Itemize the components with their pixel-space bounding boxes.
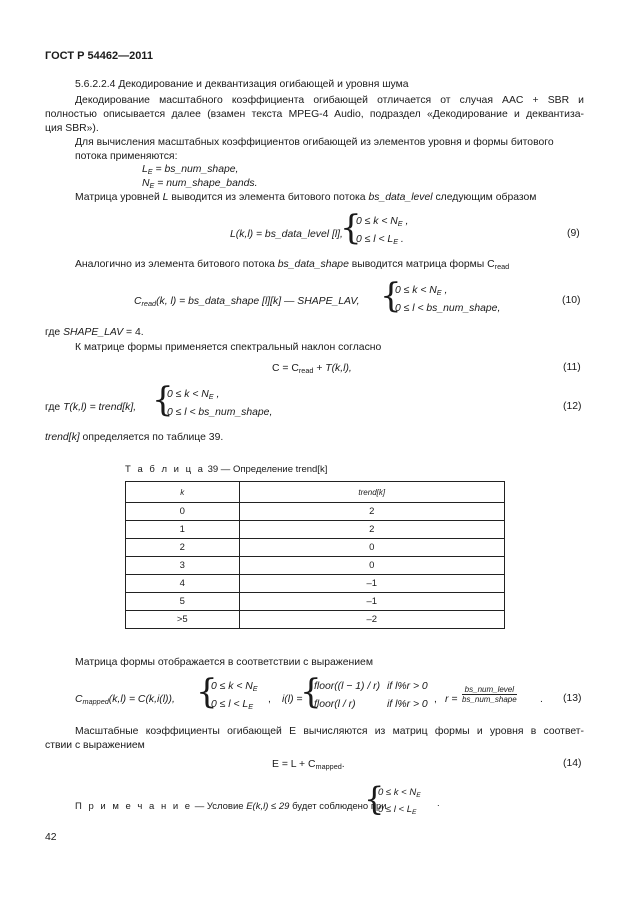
table-caption: Т а б л и ц а 39 — Определение trend[k] bbox=[125, 464, 328, 475]
paragraph-line: потока применяются: bbox=[75, 151, 178, 162]
brace: { bbox=[196, 672, 218, 712]
equation-10-cond1: $0 \le k < N_E$ , bbox=[395, 285, 448, 297]
table-cell: –1 bbox=[239, 575, 504, 593]
table-cell: 2 bbox=[239, 521, 504, 539]
equation-13-lhs: $C_{mapped}(k,l) = C(k,i(l))$, bbox=[75, 694, 175, 706]
table-row bbox=[126, 557, 505, 575]
equation-13-floor1: floor((l − 1) / r) bbox=[314, 681, 381, 692]
equation-number: (13) bbox=[563, 693, 582, 704]
paragraph-line: Масштабные коэффициенты огибающей E вычисляются из матриц формы и уровня в соответ- bbox=[75, 726, 584, 737]
equation-9-lhs: L(k,l) = bs_data_level [l], bbox=[230, 229, 343, 240]
table-cell: 4 bbox=[126, 575, 240, 593]
section-title: 5.6.2.2.4 Декодирование и деквантизация огибающей и уровня шума bbox=[75, 79, 409, 90]
equation-13-floor2-cond: if l%r > 0 bbox=[387, 699, 428, 710]
brace: { bbox=[300, 672, 322, 712]
equation-12-cond1: $0 \le k < N_E$ , bbox=[167, 389, 220, 401]
paragraph-line: Декодирование масштабного коэффициента огибающей отличается от случая AAC + SBR и bbox=[75, 95, 584, 106]
table-row bbox=[126, 503, 505, 521]
table-row bbox=[126, 539, 505, 557]
note-cond1: $0 \le k < N_E$ bbox=[378, 787, 421, 799]
equation-13-floor1-cond: if l%r > 0 bbox=[387, 681, 428, 692]
table-39 bbox=[125, 481, 505, 629]
document-header: ГОСТ Р 54462—2011 bbox=[45, 50, 153, 62]
brace: { bbox=[340, 208, 362, 248]
trend-note: trend[k] определяется по таблице 39. bbox=[45, 432, 224, 443]
table-row bbox=[126, 575, 505, 593]
paragraph-line: полностью описывается далее (взамен текста MPEG-4 Audio, подраздел «Декодирование и деквантиза- bbox=[45, 109, 584, 120]
equation-number: (14) bbox=[563, 758, 582, 769]
table-header-trend: trend[k] bbox=[239, 482, 504, 503]
equation-13-comma: , bbox=[268, 694, 271, 705]
equation-13-cond1: $0 \le k < N_E$ bbox=[211, 681, 258, 693]
paragraph-line: Для вычисления масштабных коэффициентов огибающей из элементов уровня и формы битового bbox=[75, 137, 554, 148]
table-cell: >5 bbox=[126, 611, 240, 629]
table-cell: 0 bbox=[126, 503, 240, 521]
paragraph-line: ция SBR»). bbox=[45, 123, 99, 134]
table-header-k: k bbox=[126, 482, 240, 503]
equation-14: $E = L + C_{mapped}$. bbox=[272, 759, 345, 771]
equation-number: (12) bbox=[563, 401, 582, 412]
paragraph-mapping: Матрица формы отображается в соответствии с выражением bbox=[75, 657, 373, 668]
equation-12-cond2: 0 ≤ l < bs_num_shape, bbox=[167, 407, 273, 418]
table-cell: 0 bbox=[239, 557, 504, 575]
equation-13-comma: , bbox=[434, 694, 437, 705]
equation-11: $C = C_{read} + T(k,l)$, bbox=[272, 363, 352, 375]
page-number: 42 bbox=[45, 832, 57, 843]
equation-13-i-lhs: i(l) = bbox=[282, 694, 303, 705]
equation-13-floor2: floor(l / r) bbox=[314, 699, 356, 710]
paragraph-level-matrix: Матрица уровней L выводится из элемента битового потока bs_data_level следующим образом bbox=[75, 192, 537, 203]
equation-13-fraction bbox=[462, 685, 517, 704]
table-cell: 0 bbox=[239, 539, 504, 557]
equation-number: (9) bbox=[567, 228, 580, 239]
note-dot: . bbox=[437, 798, 440, 809]
definition-le: $L_E$ = bs_num_shape, bbox=[142, 164, 239, 176]
note: П р и м е ч а н и е — Условие E(k,l) ≤ 29 будет соблюдено при bbox=[75, 801, 387, 812]
fraction-numerator: bs_num_level bbox=[462, 685, 517, 695]
equation-13-dot: . bbox=[540, 694, 543, 705]
table-cell: 2 bbox=[239, 503, 504, 521]
brace: { bbox=[364, 780, 385, 818]
paragraph-tilt: К матрице формы применяется спектральный наклон согласно bbox=[75, 342, 382, 353]
table-cell: 3 bbox=[126, 557, 240, 575]
equation-10-cond2: 0 ≤ l < bs_num_shape, bbox=[395, 303, 501, 314]
table-row bbox=[126, 611, 505, 629]
equation-number: (10) bbox=[562, 295, 581, 306]
equation-9-cond2: $0 \le l < L_E$ . bbox=[356, 234, 404, 246]
table-cell: –1 bbox=[239, 593, 504, 611]
table-row bbox=[126, 593, 505, 611]
paragraph-line: ствии с выражением bbox=[45, 740, 145, 751]
equation-number: (11) bbox=[563, 362, 581, 373]
note-cond2: $0 \le l < L_E$ bbox=[378, 804, 417, 816]
equation-9-cond1: $0 \le k < N_E$ , bbox=[356, 216, 409, 228]
table-cell: –2 bbox=[239, 611, 504, 629]
table-header-row bbox=[126, 482, 505, 503]
brace: { bbox=[380, 276, 402, 316]
table-cell: 2 bbox=[126, 539, 240, 557]
table-row bbox=[126, 521, 505, 539]
equation-12-lhs: где T(k,l) = trend[k], bbox=[45, 402, 137, 413]
brace: { bbox=[152, 380, 174, 420]
paragraph-shape-matrix: Аналогично из элемента битового потока bs_data_shape выводится матрица формы $C_{read}$ bbox=[75, 259, 510, 271]
definition-ne: $N_E$ = num_shape_bands. bbox=[142, 178, 258, 190]
where-shape-lav: где SHAPE_LAV = 4. bbox=[45, 327, 144, 338]
fraction-denominator: bs_num_shape bbox=[462, 695, 517, 704]
equation-10-lhs: $C_{read}(k$, l) = bs_data_shape [l][k] — SHAPE_LAV, bbox=[134, 296, 360, 308]
equation-13-r-lhs: r = bbox=[445, 694, 458, 705]
equation-13-cond2: $0 \le l < L_E$ bbox=[211, 699, 254, 711]
table-cell: 1 bbox=[126, 521, 240, 539]
table-cell: 5 bbox=[126, 593, 240, 611]
